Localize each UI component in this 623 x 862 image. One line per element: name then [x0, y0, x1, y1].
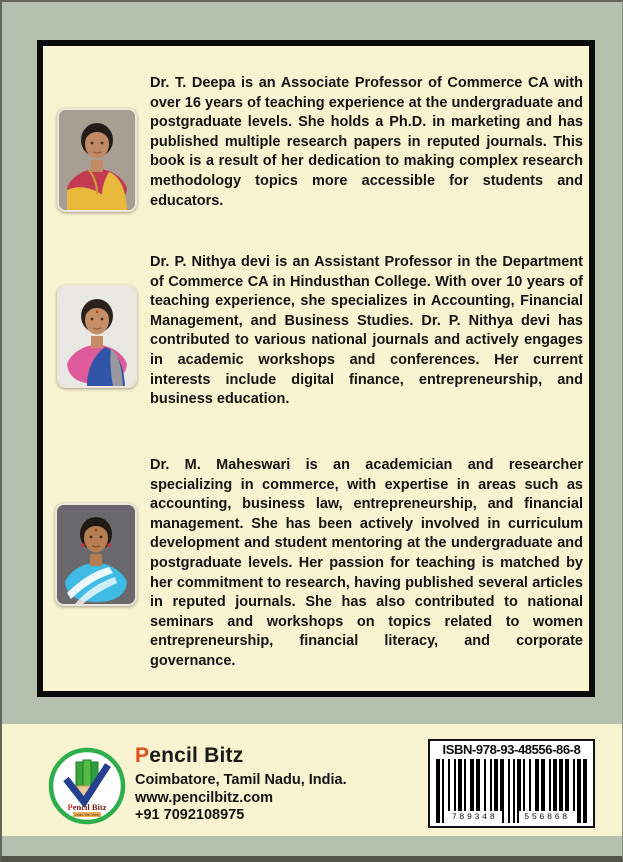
publisher-logo [47, 746, 127, 826]
author-photo-1 [57, 108, 137, 212]
publisher-phone: +91 7092108975 [135, 807, 245, 823]
barcode-digits-left: 789348 [447, 811, 503, 823]
publisher-info [135, 744, 347, 825]
publisher-name: Pencil Bitz [135, 744, 244, 767]
logo-wordmark: Pencil Bitz [67, 802, 107, 812]
publisher-address: Coimbatore, Tamil Nadu, India. [135, 772, 347, 788]
isbn-label: ISBN-978-93-48556-86-8 [442, 742, 581, 757]
barcode-bar [436, 759, 440, 823]
author-bio-2: Dr. P. Nithya devi is an Assistant Professor in the Department of Commerce CA in Hindusthan College. With over 10 years of teaching experience, she specializes in Accounting, Financial Management, and Business Studies. Dr. P. Nithya devi has contributed to various national journals and actively engages in academic workshops and conferences. Her current interests include digital finance, entrepreneurship, and business education. [150, 254, 583, 408]
publisher-website: www.pencilbitz.com [135, 789, 274, 806]
barcode-bar [583, 759, 587, 823]
author-3-portrait-illustration [57, 505, 135, 604]
pencil-bitz-logo [47, 746, 127, 826]
barcode-bar [442, 759, 444, 823]
barcode-bar [508, 759, 510, 823]
barcode-bars [436, 759, 587, 823]
author-photo-2 [57, 285, 137, 388]
author-bio-1: Dr. T. Deepa is an Associate Professor of Commerce CA with over 16 years of teaching experience at the undergraduate and postgraduate levels. She holds a Ph.D. in marketing and has published multiple research papers in reputed journals. This book is a result of her dedication to making complex research methodology topics more accessible for students and educators. [150, 75, 583, 209]
barcode-bar [577, 759, 581, 823]
author-bio-3: Dr. M. Maheswari is an academician and researcher specializing in commerce, with expertise in areas such as accounting, business law, entrepreneurship, and financial management. She has been actively involved in curriculum development and student mentoring at the undergraduate and postgraduate levels. Her passion for teaching is matched by her commitment to research, having published several articles in reputed journals. She has also contributed to national seminars and workshops on topics related to women entrepreneurship, financial literacy, and corporate governance. [150, 457, 583, 669]
isbn-barcode [428, 739, 595, 828]
logo-tagline: Lead the Web [74, 812, 100, 817]
authors-box [37, 40, 595, 697]
publisher-strip [2, 724, 622, 836]
barcode-bar [513, 759, 515, 823]
barcode-digits-right: 556868 [519, 811, 575, 823]
author-1-portrait-illustration [59, 110, 135, 210]
author-2-portrait-illustration [59, 287, 135, 386]
author-photo-3 [55, 503, 137, 606]
